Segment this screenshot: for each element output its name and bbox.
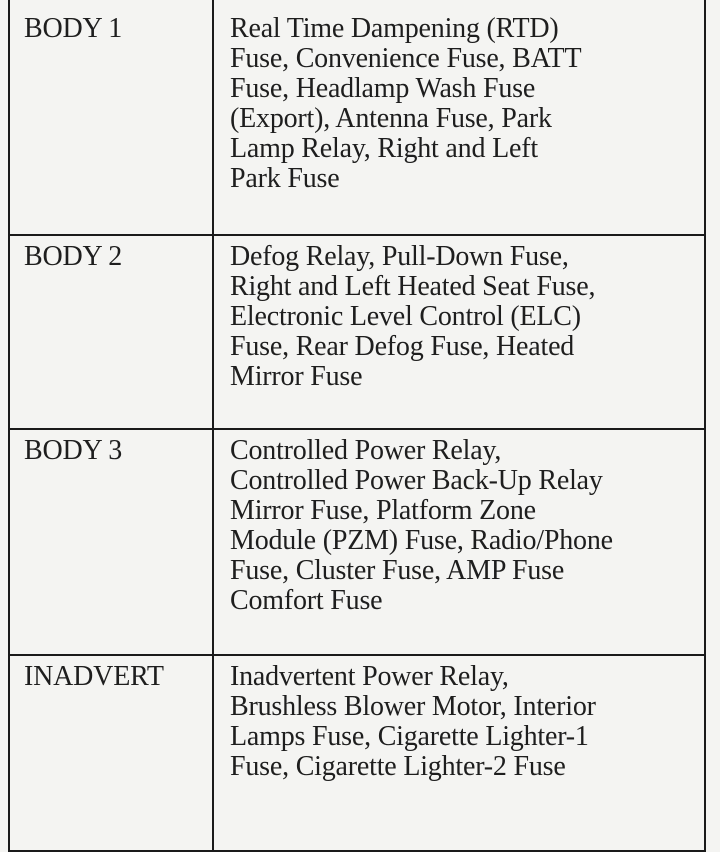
description-line: Controlled Power Relay, <box>230 435 502 466</box>
circuit-name-cell <box>9 235 213 429</box>
description-line: Lamp Relay, Right and Left <box>230 133 538 164</box>
table-row <box>9 0 705 235</box>
table-row <box>9 235 705 429</box>
fuse-description-cell <box>213 429 705 655</box>
description-line: Fuse, Cigarette Lighter-2 Fuse <box>230 751 566 782</box>
description-line: Lamps Fuse, Cigarette Lighter-1 <box>230 721 589 752</box>
description-line: Fuse, Convenience Fuse, BATT <box>230 43 582 74</box>
description-line: Park Fuse <box>230 163 340 194</box>
table-row <box>9 655 705 851</box>
circuit-name-cell <box>9 655 213 851</box>
description-line: Electronic Level Control (ELC) <box>230 301 581 332</box>
circuit-name: BODY 2 <box>24 241 123 272</box>
circuit-name-cell <box>9 429 213 655</box>
description-line: Brushless Blower Motor, Interior <box>230 691 596 722</box>
circuit-name-cell <box>9 0 213 235</box>
description-line: Fuse, Cluster Fuse, AMP Fuse <box>230 555 565 586</box>
description-line: Fuse, Headlamp Wash Fuse <box>230 73 536 104</box>
circuit-name: BODY 3 <box>24 435 123 466</box>
description-line: Right and Left Heated Seat Fuse, <box>230 271 596 302</box>
description-line: Fuse, Rear Defog Fuse, Heated <box>230 331 575 362</box>
description-line: (Export), Antenna Fuse, Park <box>230 103 552 134</box>
circuit-name: INADVERT <box>24 661 164 692</box>
description-line: Defog Relay, Pull-Down Fuse, <box>230 241 569 272</box>
description-line: Comfort Fuse <box>230 585 383 616</box>
fuse-table-body <box>9 0 705 851</box>
fuse-description-cell <box>213 655 705 851</box>
description-line: Mirror Fuse, Platform Zone <box>230 495 536 526</box>
description-line: Controlled Power Back-Up Relay <box>230 465 603 496</box>
description-line: Module (PZM) Fuse, Radio/Phone <box>230 525 613 556</box>
table-row <box>9 429 705 655</box>
fuse-description-cell <box>213 235 705 429</box>
fuse-usage-table <box>8 0 706 852</box>
description-line: Mirror Fuse <box>230 361 363 392</box>
description-line: Inadvertent Power Relay, <box>230 661 509 692</box>
fuse-description-cell <box>213 0 705 235</box>
circuit-name: BODY 1 <box>24 13 123 44</box>
description-line: Real Time Dampening (RTD) <box>230 13 559 44</box>
